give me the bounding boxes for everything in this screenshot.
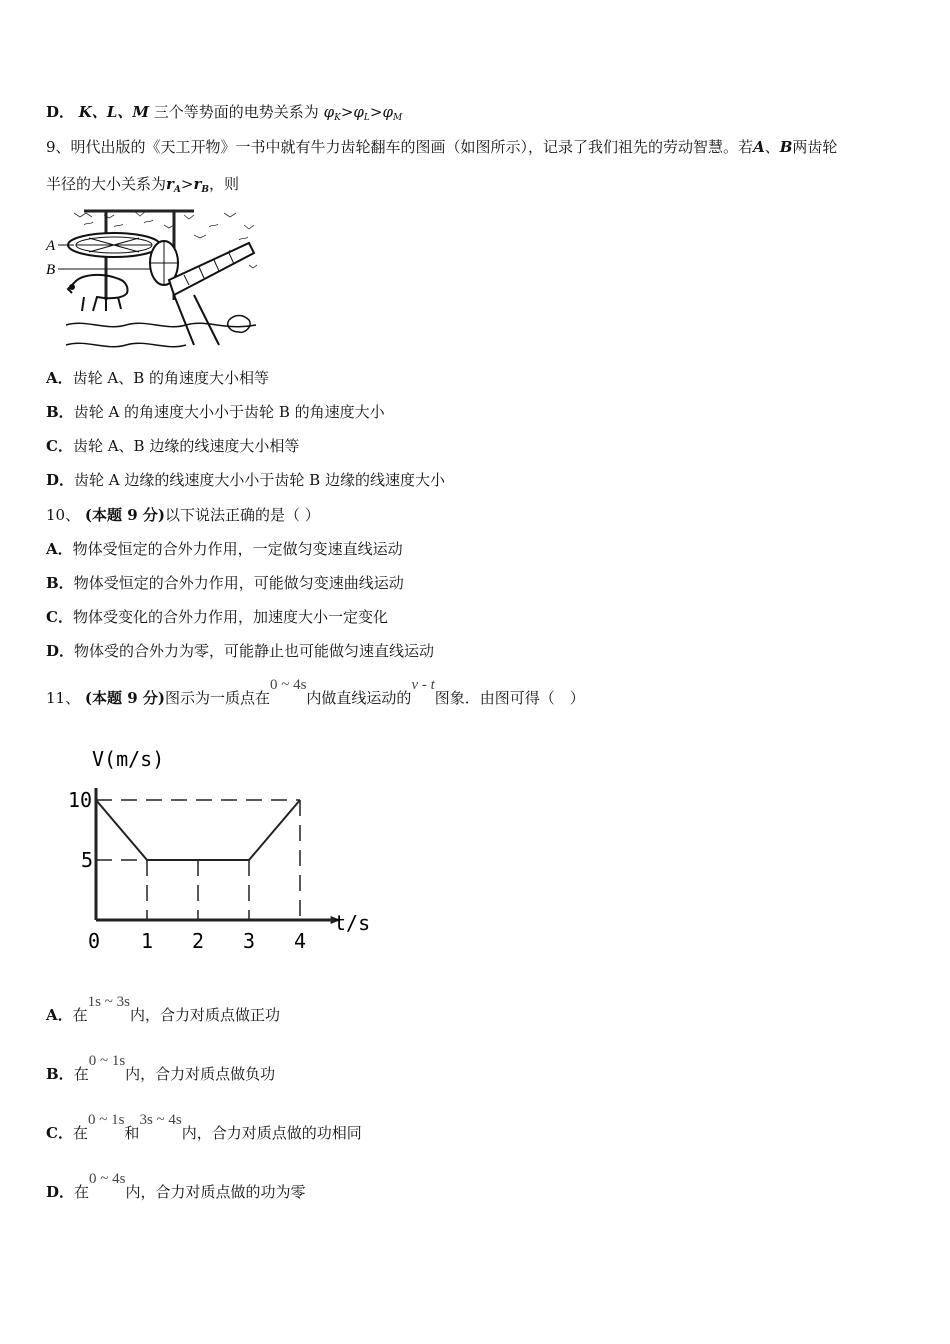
q8-option-d-text: 三个等势面的电势关系为 (153, 103, 319, 121)
q10-option-b: B．物体受恒定的合外力作用，可能做匀变速曲线运动 (46, 574, 404, 592)
phi-k: $\varphi_K$ (323, 103, 341, 123)
y-tick-label: 10 (68, 788, 93, 812)
q9-option-b: B．齿轮 A 的角速度大小小于齿轮 B 的角速度大小 (46, 403, 385, 421)
y-tick-label: 5 (81, 848, 94, 872)
q9-stem-line1: 9、明代出版的《天工开物》一书中就有牛力齿轮翻车的图画（如图所示），记录了我们祖先的劳动智慧。若A、B两齿轮 (46, 138, 838, 156)
x-tick-label: 4 (294, 929, 307, 953)
velocity-line (96, 800, 300, 860)
q9-stem-line2: 半径的大小关系为$r_A>r_B$，则 (46, 175, 240, 195)
q10-option-d: D．物体受的合外力为零，可能静止也可能做匀速直线运动 (46, 642, 435, 660)
q11-stem: 11、 (本题 9 分)图示为一质点在0 ~ 4s内做直线运动的v - t图象．由图可得（ ） (46, 677, 585, 707)
q10-option-a: A．物体受恒定的合外力作用，一定做匀变速直线运动 (46, 540, 403, 558)
q10-stem: 10、 (本题 9 分)以下说法正确的是（ ） (46, 506, 320, 524)
q11-option-a: A．在1s ~ 3s内，合力对质点做正功 (46, 994, 280, 1024)
q8-option-d-letters: K、L、M (78, 103, 149, 121)
x-axis-label: t/s (334, 911, 371, 935)
graph-axes (96, 788, 341, 924)
q11-option-b: B．在0 ~ 1s内，合力对质点做负功 (46, 1053, 276, 1083)
graph-tick-labels (68, 788, 306, 953)
q10-option-c: C．物体受变化的合外力作用，加速度大小一定变化 (46, 608, 388, 626)
x-tick-label: 2 (192, 929, 205, 953)
phi-l: $\varphi_L$ (353, 103, 370, 123)
y-axis-label: V(m/s) (92, 747, 165, 771)
vt-graph (62, 742, 382, 957)
x-tick-label: 3 (243, 929, 256, 953)
q8-option-d-label: D． (46, 103, 75, 121)
x-tick-label: 0 (88, 929, 101, 953)
fig-label-b: B (46, 262, 56, 278)
q9-option-d: D．齿轮 A 边缘的线速度大小小于齿轮 B 边缘的线速度大小 (46, 471, 445, 489)
q8-option-d: D． K、L、M 三个等势面的电势关系为 $\varphi_K>\varphi_L>\varphi_M$ (46, 103, 403, 123)
phi-m: $\varphi_M$ (382, 103, 403, 123)
q9-option-c: C．齿轮 A、B 边缘的线速度大小相等 (46, 437, 300, 455)
fig-label-a: A (46, 238, 56, 254)
q11-interval: 0 ~ 4s (269, 677, 307, 693)
q11-option-c: C．在0 ~ 1s和3s ~ 4s内，合力对质点做的功相同 (46, 1112, 362, 1142)
q11-option-d: D．在0 ~ 4s内，合力对质点做的功为零 (46, 1171, 306, 1201)
x-tick-label: 1 (141, 929, 154, 953)
q11-vt: v - t (411, 677, 435, 693)
q9-option-a: A．齿轮 A、B 的角速度大小相等 (46, 369, 270, 387)
ox-gear-waterwheel-illustration (44, 205, 262, 355)
